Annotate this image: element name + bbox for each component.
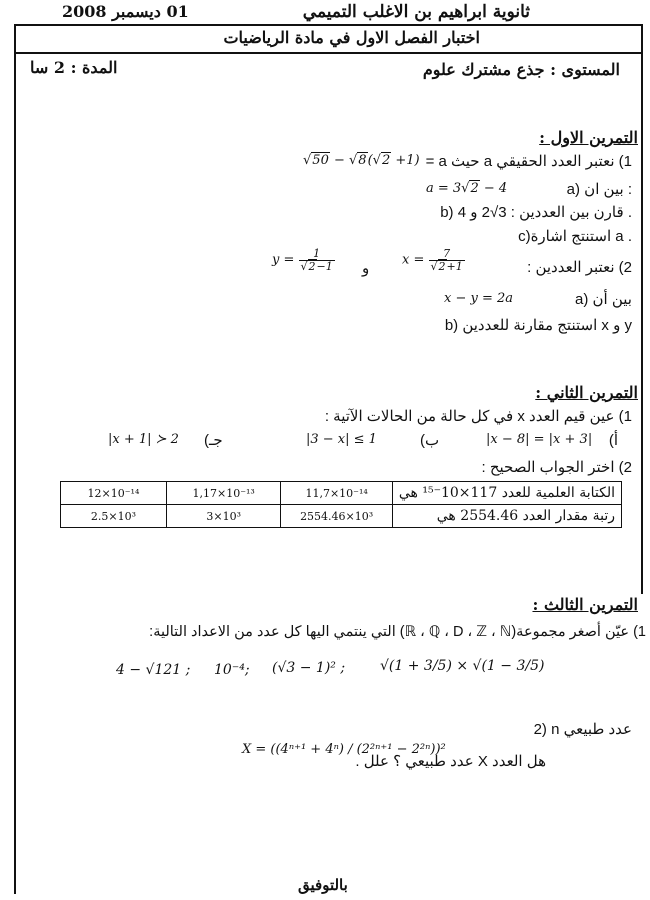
ex1-q1a-expression: a = 3√2 − 4 (426, 181, 508, 196)
duration: المدة : 2 سا (30, 58, 118, 77)
right-margin-line (641, 24, 643, 594)
ex3-number-2: 10⁻⁴; (214, 662, 250, 678)
ex2-case-b-label: ب) (420, 432, 440, 449)
level: المستوى : جذع مشترك علوم (422, 60, 620, 79)
ex1-q2a-label: a) بين أن (575, 291, 632, 308)
exercise-1-title: التمرين الاول : (539, 128, 638, 147)
ex2-case-c-expression: |x + 1| ≻ 2 (108, 432, 179, 447)
option-cell[interactable]: 3×10³ (166, 505, 281, 528)
table-row (61, 505, 622, 528)
ex1-q1a-label: a) بين ان : (566, 181, 632, 198)
option-cell[interactable]: 11,7×10⁻¹⁴ (281, 482, 392, 505)
exam-date: 01 ديسمبر 2008 (62, 2, 189, 21)
ex2-q1-text: 1) عين قيم العدد x في كل حالة من الحالات الآتية : (324, 408, 632, 425)
left-margin-line (14, 24, 16, 894)
ex3-q1-text: 1) عيّن أصغر مجموعة(ℝ ، ℚ ، D ، ℤ ، ℕ) التي ينتمي اليها كل عدد من الاعداد التالية: (149, 624, 646, 640)
title-rule (14, 52, 642, 54)
ex3-number-3: (√3 − 1)² ; (272, 660, 346, 676)
ex1-q2-x-expression: x = $\frac{7}{√2+1}$ (402, 247, 463, 273)
school-name: ثانوية ابراهيم بن الاغلب التميمي (302, 2, 530, 22)
exercise-2-title: التمرين الثاني : (535, 383, 638, 402)
option-cell[interactable]: 12×10⁻¹⁴ (61, 482, 167, 505)
table-row (61, 482, 622, 505)
ex3-number-4: √(1 + 3/5) × √(1 − 3/5) (380, 658, 545, 674)
header-rule (14, 24, 642, 26)
ex3-q2-text: 2) n عدد طبيعي (533, 721, 632, 738)
exercise-3-title: التمرين الثالث : (532, 595, 638, 614)
ex1-q1b: b) قارن بين العددين : 3√2 و 4 . (440, 204, 632, 221)
ex1-q2-y-expression: y = $\frac{1}{√2-1}$ (272, 247, 333, 273)
question-cell: رتبة مقدار العدد 2554.46 هي (392, 505, 621, 528)
ex2-case-a-expression: |x − 8| = |x + 3| (486, 432, 593, 447)
ex1-q2-text: 2) نعتبر العددين : (527, 259, 632, 276)
ex1-q2-and: و (362, 260, 370, 277)
ex2-case-c-label: جـ) (204, 432, 223, 449)
ex3-number-1: 4 − √121 ; (116, 662, 191, 678)
option-cell[interactable]: 1,17×10⁻¹³ (166, 482, 281, 505)
answer-table (60, 481, 622, 528)
ex2-q2-text: 2) اختر الجواب الصحيح : (481, 459, 632, 476)
ex1-q2b: b) استنتج مقارنة للعددين x و y (444, 317, 632, 334)
ex1-q1-expression: √50 − √8(√2 +1) (303, 153, 420, 168)
ex2-case-a-label: أ) (608, 432, 618, 449)
option-cell[interactable]: 2.5×10³ (61, 505, 167, 528)
ex2-case-b-expression: |3 − x| ≤ 1 (306, 432, 377, 447)
closing-wish: بالتوفيق (298, 876, 348, 894)
option-cell[interactable]: 2554.46×10³ (281, 505, 392, 528)
question-cell: الكتابة العلمية للعدد 117×10⁻¹⁵ هي (392, 482, 621, 505)
ex1-q1c: c)استنتج اشارة a . (518, 228, 632, 245)
ex1-q2a-expression: x − y = 2a (444, 291, 514, 306)
exam-title: اختبار الفصل الاول في مادة الرياضيات (223, 28, 480, 47)
ex3-q2-question: هل العدد X عدد طبيعي ؟ علل . (355, 753, 546, 770)
ex1-q1-text: 1) نعتبر العدد الحقيقي a حيث a = (425, 153, 632, 170)
ex3-q2-expression: X = ((4ⁿ⁺¹ + 4ⁿ) / (2²ⁿ⁺¹ − 2²ⁿ))² (242, 742, 446, 757)
